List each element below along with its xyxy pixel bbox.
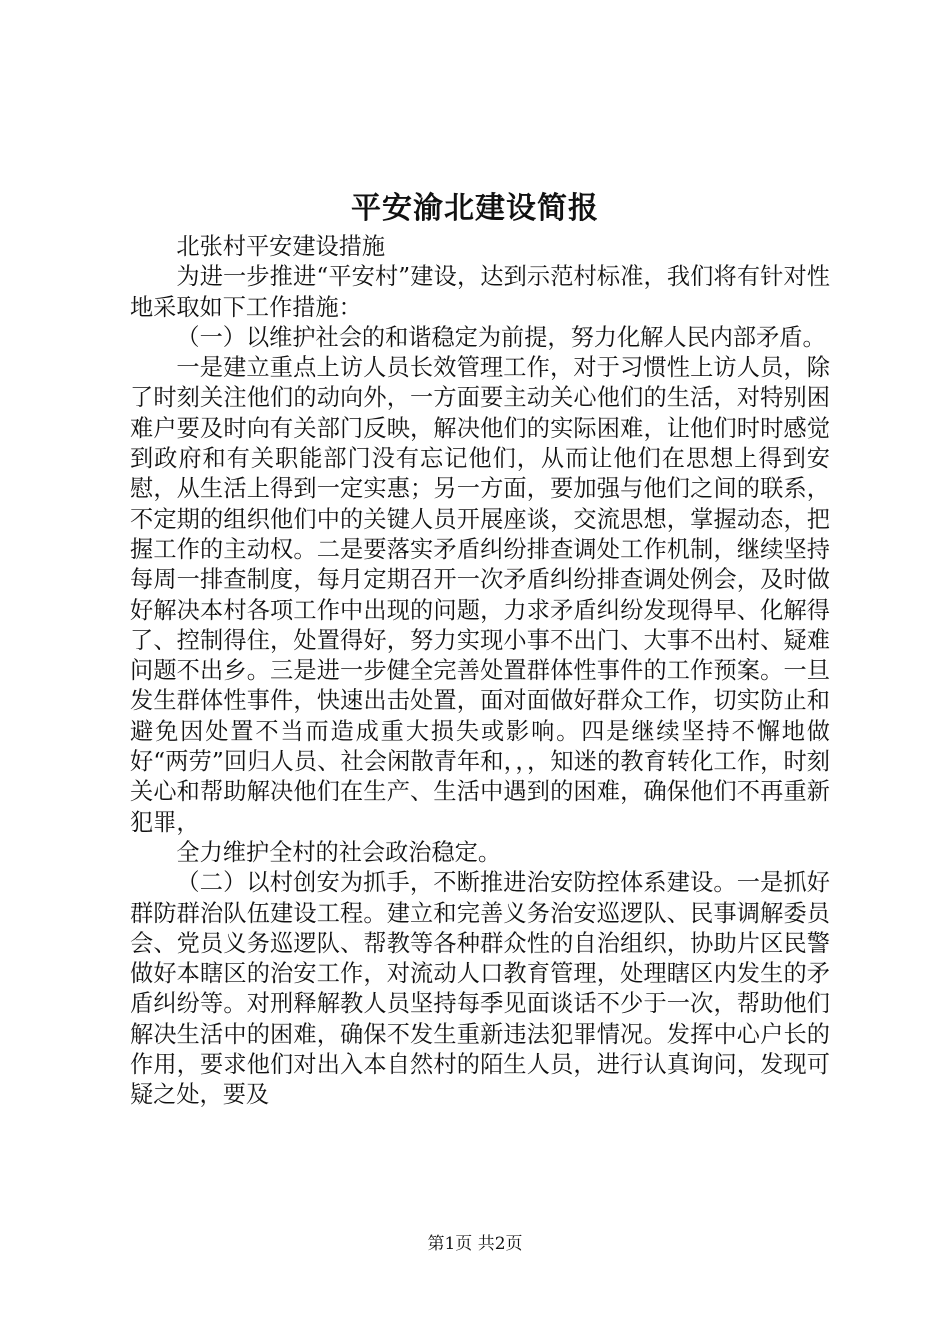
paragraph-intro: 为进一步推进“平安村”建设，达到示范村标准，我们将有针对性地采取如下工作措施： (130, 263, 830, 321)
paragraph-subtitle: 北张村平安建设措施 (176, 233, 386, 260)
paragraph-section-one-closing: 全力维护全村的社会政治稳定。 (176, 838, 502, 866)
paragraph-section-one-heading: （一）以维护社会的和谐稳定为前提，努力化解人民内部矛盾。 (176, 323, 826, 351)
paragraph-section-one-body: 一是建立重点上访人员长效管理工作，对于习惯性上访人员，除了时刻关注他们的动向外，一方面要主动关心他们的生活，对特别困难户要及时向有关部门反映，解决他们的实际困难，让他们时时感觉到政府和有关职能部门没有忘记他们，从而让他们在思想上得到安慰，从生活上得到一定实惠；另一方面，要加强与他们之间的联系，不定期的组织他们中的关键人员开展座谈，交流思想，掌握动态，把握工作的主动权。二是要落实矛盾纠纷排查调处工作机制，继续坚持每周一排查制度，每月定期召开一次矛盾纠纷排查调处例会，及时做好解决本村各项工作中出现的问题，力求矛盾纠纷发现得早、化解得了、控制得住，处置得好，努力实现小事不出门、大事不出村、疑难问题不出乡。三是进一步健全完善处置群体性事件的工作预案。一旦发生群体性事件，快速出击处置，面对面做好群众工作，切实防止和避免因处置不当而造成重大损失或影响。四是继续坚持不懈地做好“两劳”回归人员、社会闲散青年和，，，知迷的教育转化工作，时刻关心和帮助解决他们在生产、生活中遇到的困难，确保他们不再重新犯罪， (130, 354, 830, 836)
document-body (130, 232, 830, 1111)
page-number-footer: 第1页 共2页 (427, 1234, 523, 1254)
paragraph-section-two: （二）以村创安为抓手，不断推进治安防控体系建设。一是抓好群防群治队伍建设工程。建立和完善义务治安巡逻队、民事调解委员会、党员义务巡逻队、帮教等各种群众性的自治组织，协助片区民警做好本瞎区的治安工作，对流动人口教育管理，处理瞎区内发生的矛盾纠纷等。对刑释解教人员坚持每季见面谈话不少于一次，帮助他们解决生活中的困难，确保不发生重新违法犯罪情况。发挥中心户长的作用，要求他们对出入本自然村的陌生人员，进行认真询问，发现可疑之处，要及 (130, 869, 830, 1109)
document-title: 平安渝北建设简报 (351, 191, 599, 226)
